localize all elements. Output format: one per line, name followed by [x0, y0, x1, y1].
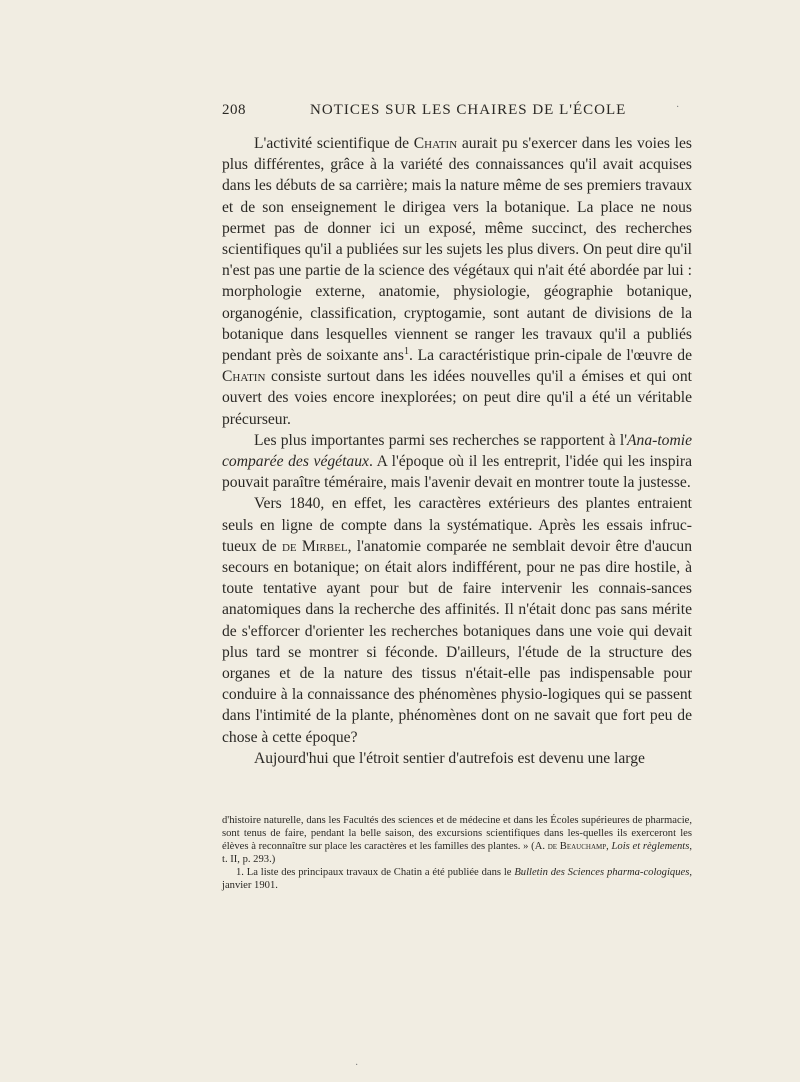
running-title: NOTICES SUR LES CHAIRES DE L'ÉCOLE	[310, 102, 627, 118]
footnote-ref-1: 1	[403, 345, 409, 357]
paragraph-4: Aujourd'hui que l'étroit sentier d'autrefois est devenu une large	[254, 749, 645, 767]
p1-text-c: aurait pu s'exercer dans les voies les plus différentes, grâce à la variété des connaissances qu'il avait acquises dans les débuts de sa carrière; mais la nature même de ses premiers travaux et de son enseignement le dirigea vers la botanique. La place ne nous permet pas de donner ici un exposé, même succinct, des recherches scientifiques qu'il a publiées sur les sujets les plus divers. On peut dire qu'il n'est pas une partie de la science des végétaux qui n'ait été abordée par lui : morphologie externe, anatomie, physiologie, géographie botanique, organogénie, classification, cryptogamie, sont autant de divisions de la botanique dans lesquelles viennent se ranger les travaux qu'il a publiés pendant près de soixante ans	[222, 135, 692, 365]
margin-dot-bottom: ·	[355, 1060, 359, 1071]
p3-text-a: Vers 1840, en effet, les caractères extérieurs des plantes entraient seuls en ligne de compte dans la systématique. Après les essais infruc-tueux de	[222, 495, 692, 555]
p1-text-e: . La caractéristique prin-cipale de l'œuvre de	[408, 347, 692, 365]
p3-text-c: , l'anatomie comparée ne semblait devoir être d'aucun secours en botanique; on était alors indifférent, pour ne pas dire hostile, à toute tentative ayant pour but de faire intervenir les connais-sances anatomiques dans la recherche des affinités. Il n'était donc pas sans mérite de s'efforcer d'orienter les recherches botaniques dans une voie qui devait plus tard se montrer si féconde. D'ailleurs, l'étude de la structure des organes et de la nature des tissus n'était-elle pas indispensable pour conduire à la connaissance des phénomènes physio-logiques qui se passent dans l'intimité de la plante, phénomènes dont on ne savait que fort peu de chose à cette époque?	[222, 537, 692, 746]
work-title: Ana-tomie comparée des végétaux	[222, 431, 692, 471]
paragraph-1	[222, 133, 692, 430]
fn1-journal: Bulletin des Sciences pharma-cologiques	[514, 867, 690, 879]
footnote-continued	[222, 814, 692, 866]
fn1-c: , janvier 1901.	[222, 867, 692, 892]
footnotes	[222, 814, 692, 893]
main-text	[222, 133, 692, 769]
margin-dot-top: ·	[676, 102, 680, 113]
fn1-a: 1. La liste des principaux travaux de Chatin a été publiée dans le	[236, 867, 515, 879]
author-name-chatin-2: Chatin	[222, 368, 266, 386]
page-number: 208	[222, 102, 246, 118]
fn-book-title: Lois et règlements	[611, 841, 690, 853]
fn-author-beauchamp: de Beauchamp	[547, 841, 607, 853]
p1-text-a: L'activité scientifique de	[254, 135, 414, 152]
paragraph-3	[222, 493, 692, 747]
p2-text-c: . A l'époque où il les entreprit, l'idée qui les inspira pouvait paraître téméraire, mais l'avenir devait en montrer toute la justesse.	[222, 453, 692, 492]
paragraph-2	[222, 430, 692, 494]
p2-text-a: Les plus importantes parmi ses recherches se rapportent à l'	[254, 431, 628, 449]
fn-cont-c: ,	[606, 841, 612, 853]
author-name-chatin: Chatin	[413, 135, 458, 152]
fn-cont-a: d'histoire naturelle, dans les Facultés des sciences et de médecine et dans les Écoles supérieures de pharmacie, sont tenus de faire, pendant la belle saison, des excursions scientifiques dans les-quelles ils exerceront les élèves à reconnaître sur place les caractères et les familles des plantes. » (A.	[222, 815, 692, 853]
fn-cont-e: , t. II, p. 293.)	[222, 841, 692, 866]
author-name-mirbel: de Mirbel	[281, 537, 348, 555]
footnote-1	[222, 866, 692, 892]
p1-text-g: consiste surtout dans les idées nouvelles qu'il a émises et qui ont ouvert des voies encore inexplorées; on peut dire qu'il a été un véritable précurseur.	[222, 368, 692, 428]
